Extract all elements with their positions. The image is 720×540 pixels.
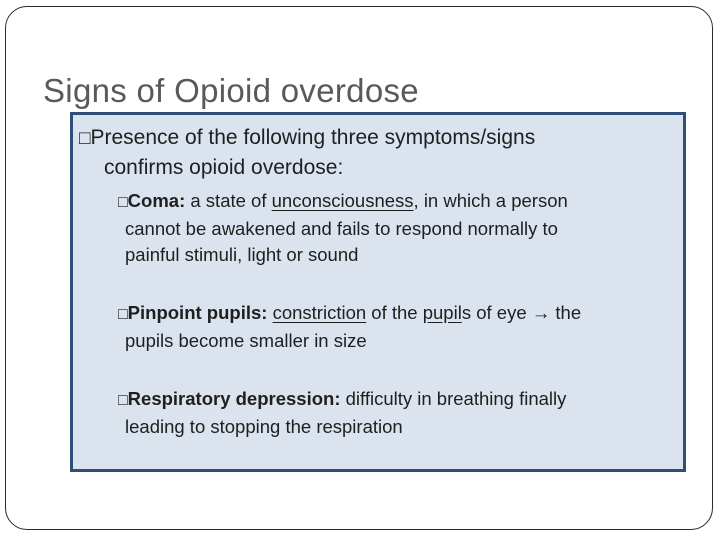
symptom-pinpoint-pupils [118,300,678,354]
symptom-respiratory-depression [118,386,678,440]
pupils-text-b: s of eye [461,302,532,323]
term-respiratory-depression: Respiratory depression: [127,388,341,409]
underlined-constriction: constriction [272,302,367,323]
intro-bullet [79,123,677,182]
pupils-text-c: the [550,302,582,323]
underlined-pupil: pupil [422,302,462,323]
content-box [70,112,686,472]
checkbox-bullet-icon: □ [79,128,91,149]
term-pinpoint-pupils: Pinpoint pupils: [127,302,268,323]
coma-text-a: a state of [185,190,272,211]
arrow-right-icon: → [531,302,551,323]
respiratory-text: difficulty in breathing finally [340,388,567,409]
checkbox-bullet-icon: □ [118,392,128,409]
checkbox-bullet-icon: □ [118,194,128,211]
coma-line-2: cannot be awakened and fails to respond normally to [125,218,558,239]
respiratory-line-2: leading to stopping the respiration [125,416,403,437]
coma-text-b: , in which a person [413,190,568,211]
checkbox-bullet-icon: □ [118,306,128,323]
coma-line-3: painful stimuli, light or sound [125,244,359,265]
pupils-line-2: pupils become smaller in size [125,330,367,351]
intro-line-2: confirms opioid overdose: [104,156,344,179]
underlined-unconsciousness: unconsciousness [271,190,414,211]
term-coma: Coma: [127,190,186,211]
symptom-coma [118,188,678,268]
intro-line-1: Presence of the following three symptoms/signs [90,126,536,149]
pupils-text-a: of the [366,302,423,323]
slide-title: Signs of Opioid overdose [43,72,419,109]
